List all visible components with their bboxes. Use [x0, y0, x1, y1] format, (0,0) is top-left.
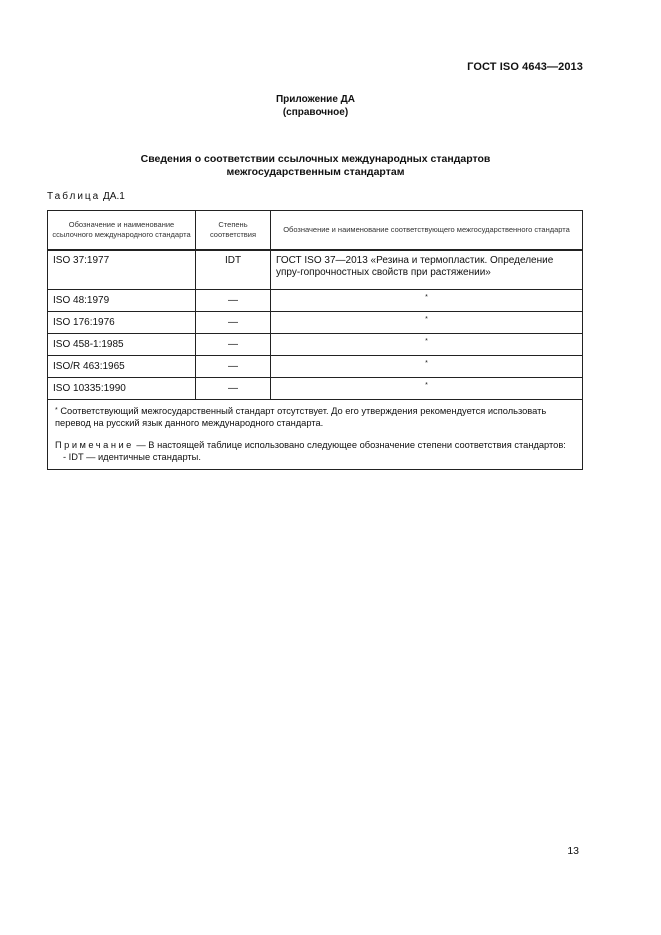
- cell-degree: —: [196, 356, 271, 378]
- footnote: [55, 405, 575, 429]
- document-code: ГОСТ ISO 4643—2013: [467, 61, 583, 73]
- footnote-mark: *: [55, 407, 58, 414]
- cell-standard: ISO 176:1976: [48, 312, 196, 334]
- cell-standard: ISO 37:1977: [48, 250, 196, 290]
- cell-degree: —: [196, 312, 271, 334]
- table-row: [48, 290, 583, 312]
- header-cell-interstate: Обозначение и наименование соответствующего межгосударственного стандарта: [271, 211, 583, 251]
- note-label: Примечание: [55, 440, 134, 450]
- table-caption-id: ДА.1: [103, 191, 125, 202]
- section-title-line-2: межгосударственным стандартам: [226, 166, 405, 178]
- header-cell-degree: Степень соответствия: [196, 211, 271, 251]
- cell-interstate: ГОСТ ISO 37—2013 «Резина и термопластик. Определение упру-гопрочностных свойств при растяжении»: [271, 250, 583, 290]
- appendix-heading: [0, 93, 631, 119]
- section-title: [0, 153, 631, 179]
- cell-degree: —: [196, 378, 271, 400]
- table-row: [48, 250, 583, 290]
- cell-interstate: *: [271, 356, 583, 378]
- table-notes-row: [48, 400, 583, 470]
- section-title-line-1: Сведения о соответствии ссылочных международных стандартов: [140, 153, 491, 165]
- cell-degree: —: [196, 290, 271, 312]
- note: [55, 439, 575, 451]
- table-row: [48, 312, 583, 334]
- cell-standard: ISO/R 463:1965: [48, 356, 196, 378]
- table-row: [48, 378, 583, 400]
- note-text: — В настоящей таблице использовано следующее обозначение степени соответствия стандартов:: [136, 440, 566, 450]
- cell-degree: —: [196, 334, 271, 356]
- appendix-title: Приложение ДА: [275, 94, 356, 105]
- note-item: - IDT — идентичные стандарты.: [63, 452, 201, 462]
- cell-degree: IDT: [196, 250, 271, 290]
- table-row: [48, 334, 583, 356]
- table-notes-cell: [48, 400, 583, 470]
- appendix-subtitle: (справочное): [282, 107, 349, 118]
- table-caption: [47, 191, 125, 202]
- table-caption-word: Таблица: [47, 191, 101, 202]
- cell-standard: ISO 458-1:1985: [48, 334, 196, 356]
- cell-interstate: *: [271, 290, 583, 312]
- page-number: 13: [567, 845, 579, 857]
- correspondence-table: [47, 210, 583, 470]
- cell-standard: ISO 10335:1990: [48, 378, 196, 400]
- cell-standard: ISO 48:1979: [48, 290, 196, 312]
- header-cell-international: Обозначение и наименование ссылочного международного стандарта: [48, 211, 196, 251]
- cell-interstate: *: [271, 334, 583, 356]
- cell-interstate: *: [271, 312, 583, 334]
- cell-interstate: *: [271, 378, 583, 400]
- footnote-text: Соответствующий межгосударственный стандарт отсутствует. До его утверждения рекомендуется использовать перевод на русский язык данного международного стандарта.: [55, 406, 547, 428]
- table-row: [48, 356, 583, 378]
- table-header-row: [48, 211, 583, 251]
